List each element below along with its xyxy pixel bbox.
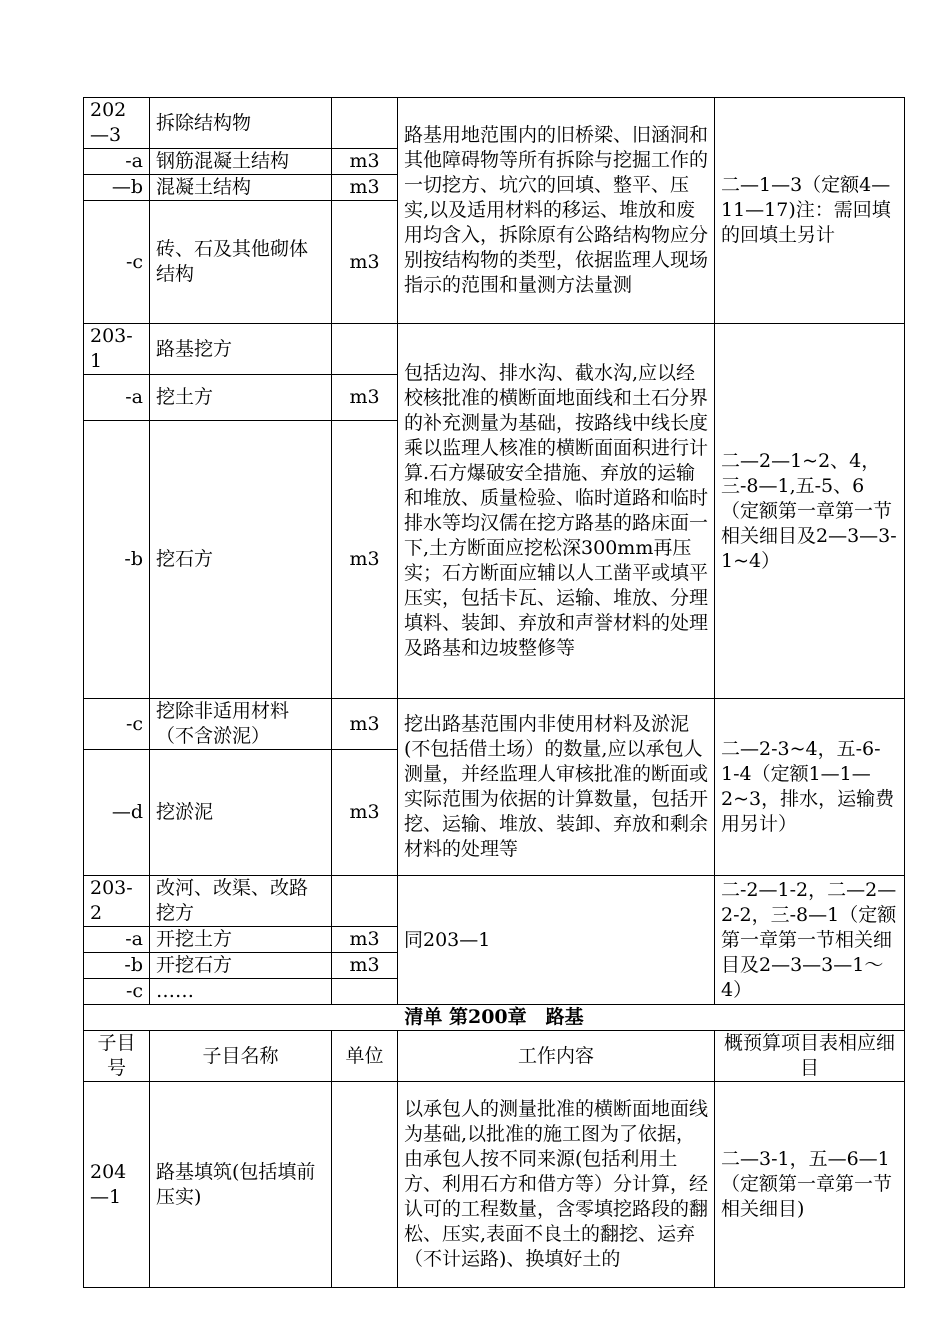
item-code: —b (84, 175, 150, 201)
work-content: 挖出路基范围内非使用材料及淤泥(不包括借土场）的数量,应以承包人测量，并经监理人审核批准的断面或实际范围为依据的计算数量，包括开挖、运输、堆放、装卸、弃放和剩余材料的处理等 (398, 699, 715, 876)
item-name: 拆除结构物 (150, 98, 332, 149)
work-content: 同203—1 (398, 876, 715, 1005)
budget-reference: 二—1—3（定额4—11—17)注：需回填的回填土另计 (715, 98, 905, 324)
item-code: 203- 2 (84, 876, 150, 927)
item-name: 路基挖方 (150, 324, 332, 375)
item-unit: m3 (332, 149, 398, 175)
header-unit: 单位 (332, 1031, 398, 1082)
item-code: -b (84, 953, 150, 979)
item-code: 203- 1 (84, 324, 150, 375)
header-code: 子目号 (84, 1031, 150, 1082)
item-code: -a (84, 375, 150, 421)
item-unit: m3 (332, 953, 398, 979)
item-code: —d (84, 750, 150, 876)
item-unit (332, 1082, 398, 1288)
table-row (84, 98, 905, 149)
item-name: 改河、改渠、改路挖方 (150, 876, 332, 927)
item-unit: m3 (332, 375, 398, 421)
item-unit (332, 876, 398, 927)
item-name: 砖、石及其他砌体结构 (150, 201, 332, 324)
item-code: 204 —1 (84, 1082, 150, 1288)
item-name: 混凝土结构 (150, 175, 332, 201)
work-content: 包括边沟、排水沟、截水沟,应以经校核批准的横断面地面线和土石分界的补充测量为基础，按路线中线长度乘以监理人核准的横断面面积进行计算.石方爆破安全措施、弃放的运输和堆放、质量检验、临时道路和临时排水等均汉儒在挖方路基的路床面一下,土方断面应挖松深300mm再压实；石方断面应辅以人工凿平或填平压实，包括卡瓦、运输、堆放、分理填料、装卸、弃放和声誉材料的处理及路基和边坡整修等 (398, 324, 715, 699)
item-name: 挖除非适用材料（不含淤泥） (150, 699, 332, 750)
item-name: 钢筋混凝土结构 (150, 149, 332, 175)
item-unit: m3 (332, 201, 398, 324)
header-ref: 概预算项目表相应细目 (715, 1031, 905, 1082)
work-content: 以承包人的测量批准的横断面地面线为基础,以批准的施工图为了依据，由承包人按不同来源(包括利用土方、利用石方和借方等）分计算，经认可的工程数量，含零填挖路段的翻松、压实,表面不良土的翻挖、运弃（不计运路)、换填好土的 (398, 1082, 715, 1288)
item-name: 开挖石方 (150, 953, 332, 979)
item-name: …… (150, 979, 332, 1005)
item-code: 202 —3 (84, 98, 150, 149)
item-name: 挖淤泥 (150, 750, 332, 876)
item-code: -a (84, 149, 150, 175)
item-unit: m3 (332, 175, 398, 201)
header-work: 工作内容 (398, 1031, 715, 1082)
item-unit (332, 98, 398, 149)
table-row (84, 876, 905, 927)
item-name: 开挖土方 (150, 927, 332, 953)
work-content: 路基用地范围内的旧桥梁、旧涵洞和其他障碍物等所有拆除与挖掘工作的一切挖方、坑穴的回填、整平、压实,以及适用材料的移运、堆放和废用均含入，拆除原有公路结构物应分别按结构物的类型，依据监理人现场指示的范围和量测方法量测 (398, 98, 715, 324)
chapter-title-row (84, 1005, 905, 1031)
item-name: 挖石方 (150, 421, 332, 699)
item-name: 路基填筑(包括填前压实) (150, 1082, 332, 1288)
item-unit: m3 (332, 927, 398, 953)
budget-reference: 二—2-3~4，五-6-1-4（定额1—1—2~3，排水，运输费用另计） (715, 699, 905, 876)
table-row (84, 324, 905, 375)
item-code: -c (84, 201, 150, 324)
table-row (84, 699, 905, 750)
item-code: -a (84, 927, 150, 953)
budget-reference: 二—3-1，五—6—1（定额第一章第一节相关细目) (715, 1082, 905, 1288)
item-unit (332, 324, 398, 375)
item-code: -c (84, 979, 150, 1005)
header-name: 子目名称 (150, 1031, 332, 1082)
table-row (84, 1082, 905, 1288)
budget-reference: 二-2—1-2，二—2—2-2，三-8—1（定额第一章第一节相关细目及2—3—3—1～4） (715, 876, 905, 1005)
item-unit (332, 979, 398, 1005)
item-code: -b (84, 421, 150, 699)
header-row (84, 1031, 905, 1082)
item-name: 挖土方 (150, 375, 332, 421)
budget-reference: 二—2—1~2、4，三-8—1,五-5、6（定额第一章第一节相关细目及2—3—3-1~4） (715, 324, 905, 699)
item-code: -c (84, 699, 150, 750)
bill-of-quantities-table (83, 97, 905, 1288)
item-unit: m3 (332, 750, 398, 876)
item-unit: m3 (332, 421, 398, 699)
chapter-title: 清单 第200章 路基 (84, 1005, 905, 1031)
item-unit: m3 (332, 699, 398, 750)
